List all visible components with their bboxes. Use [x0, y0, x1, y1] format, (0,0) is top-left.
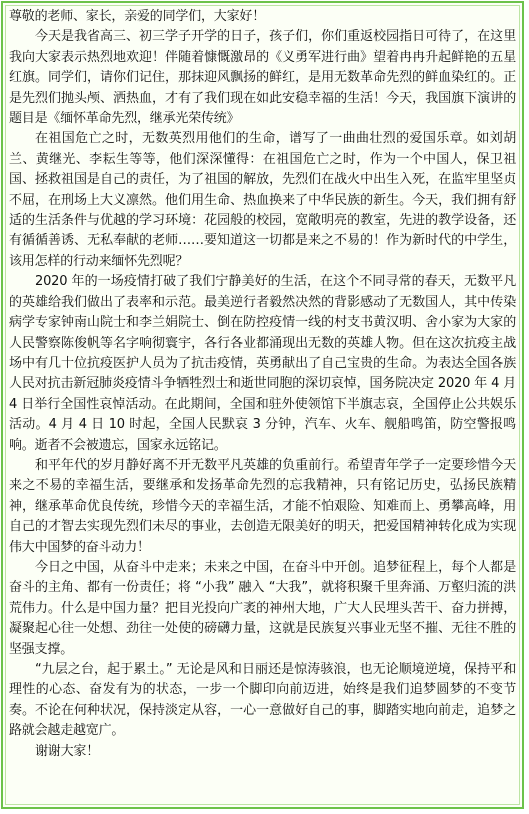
paragraph-6: “九层之台，起于累土。” 无论是风和日丽还是惊涛骇浪，也无论顺境逆境，保持平和理性的心态、奋发有为的状态，一步一个脚印向前迈进，始终是我们追梦圆梦的不变节奏。不论在何种状况，保持淡定从容，一心一意做好自己的事，脚踏实地向前走，追梦之路就会越走越宽广。	[9, 662, 516, 739]
paragraph-1: 今天是我省高三、初三学子开学的日子，孩子们，你们重返校园指日可待了，在这里我向大家表示热烈地欢迎！伴随着慷慨激昂的《义勇军进行曲》望着冉冉升起鲜艳的五星红旗。同学们，请你们记住，那抹迎风飘扬的鲜红，是用无数革命先烈的鲜血染红的。正是先烈们抛头颅、洒热血，才有了我们现在如此安稳幸福的生活！今天，我国旗下演讲的题目是《缅怀革命先烈，继承光荣传统》	[9, 29, 516, 127]
closing-line: 谢谢大家！	[35, 743, 100, 759]
salutation: 尊敬的老师、家长，亲爱的同学们，大家好！	[9, 9, 266, 24]
paragraph-4: 和平年代的岁月静好离不开无数平凡英雄的负重前行。希望青年学子一定要珍惜今天来之不易的幸福生活，要继承和发扬革命先烈的忘我精神，只有铭记历史，弘扬民族精神，继承革命优良传统，珍惜今天的幸福生活，才能不怕艰险、知难而上、勇攀高峰，用自己的才智去实现先烈们未尽的事业，去创造无限美好的明天，把爱国精神转化成为实现伟大中国梦的奋斗动力！	[9, 457, 516, 555]
paragraph-5: 今日之中国，从奋斗中走来；未来之中国，在奋斗中开创。追梦征程上，每个人都是奋斗的主角、都有一份责任；将 “小我” 融入 “大我”，就将积聚千里奔涌、万壑归流的洪荒伟力。什么是中国力量？把目光投向广袤的神州大地，广大人民埋头苦干、奋力拼搏，凝聚起心往一处想、劲往一处使的磅礴力量，这就是民族复兴事业无坚不摧、无往不胜的坚强支撑。	[9, 559, 516, 657]
paragraph-3: 2020 年的一场疫情打破了我们宁静美好的生活，在这个不同寻常的春天，无数平凡的英雄给我们做出了表率和示范。最美逆行者毅然决然的背影感动了无数国人，其中传染病学专家钟南山院士和李兰娟院士、倒在防控疫情一线的村支书黄汉明、舍小家为大家的人民警察陈俊帆等名字响彻寰宇，各行各业都涌现出无数的英雄人物。但在这次抗疫主战场中有几十位抗疫医护人员为了抗击疫情，英勇献出了自己宝贵的生命。为表达全国各族人民对抗击新冠肺炎疫情斗争牺牲烈士和逝世同胞的深切哀悼，国务院决定 2020 年 4 月 4 日举行全国性哀悼活动。在此期间，全国和驻外使领馆下半旗志哀，全国停止公共娱乐活动。4 月 4 日 10 时起，全国人民默哀 3 分钟，汽车、火车、舰船鸣笛，防空警报鸣响。逝者不会被遗忘，国家永远铭记。	[9, 274, 516, 453]
document-frame	[1, 1, 524, 809]
paragraph-2: 在祖国危亡之时，无数英烈用他们的生命，谱写了一曲曲壮烈的爱国乐章。如刘胡兰、黄继光、李耘生等等，他们深深懂得：在祖国危亡之时，作为一个中国人，保卫祖国、拯救祖国是自己的责任，为了祖国的解放，先烈们在战火中出生入死，在监牢里坚贞不屈，在刑场上大义凛然。他们用生命、热血换来了中华民族的新生。今天，我们拥有舒适的生活条件与优越的学习环境：花园般的校园，宽敞明亮的教室，先进的教学设备，还有循循善诱、无私奉献的老师……要知道这一切都是来之不易的！作为新时代的中学生，该用怎样的行动来缅怀先烈呢？	[9, 131, 516, 269]
speech-text	[9, 7, 516, 762]
